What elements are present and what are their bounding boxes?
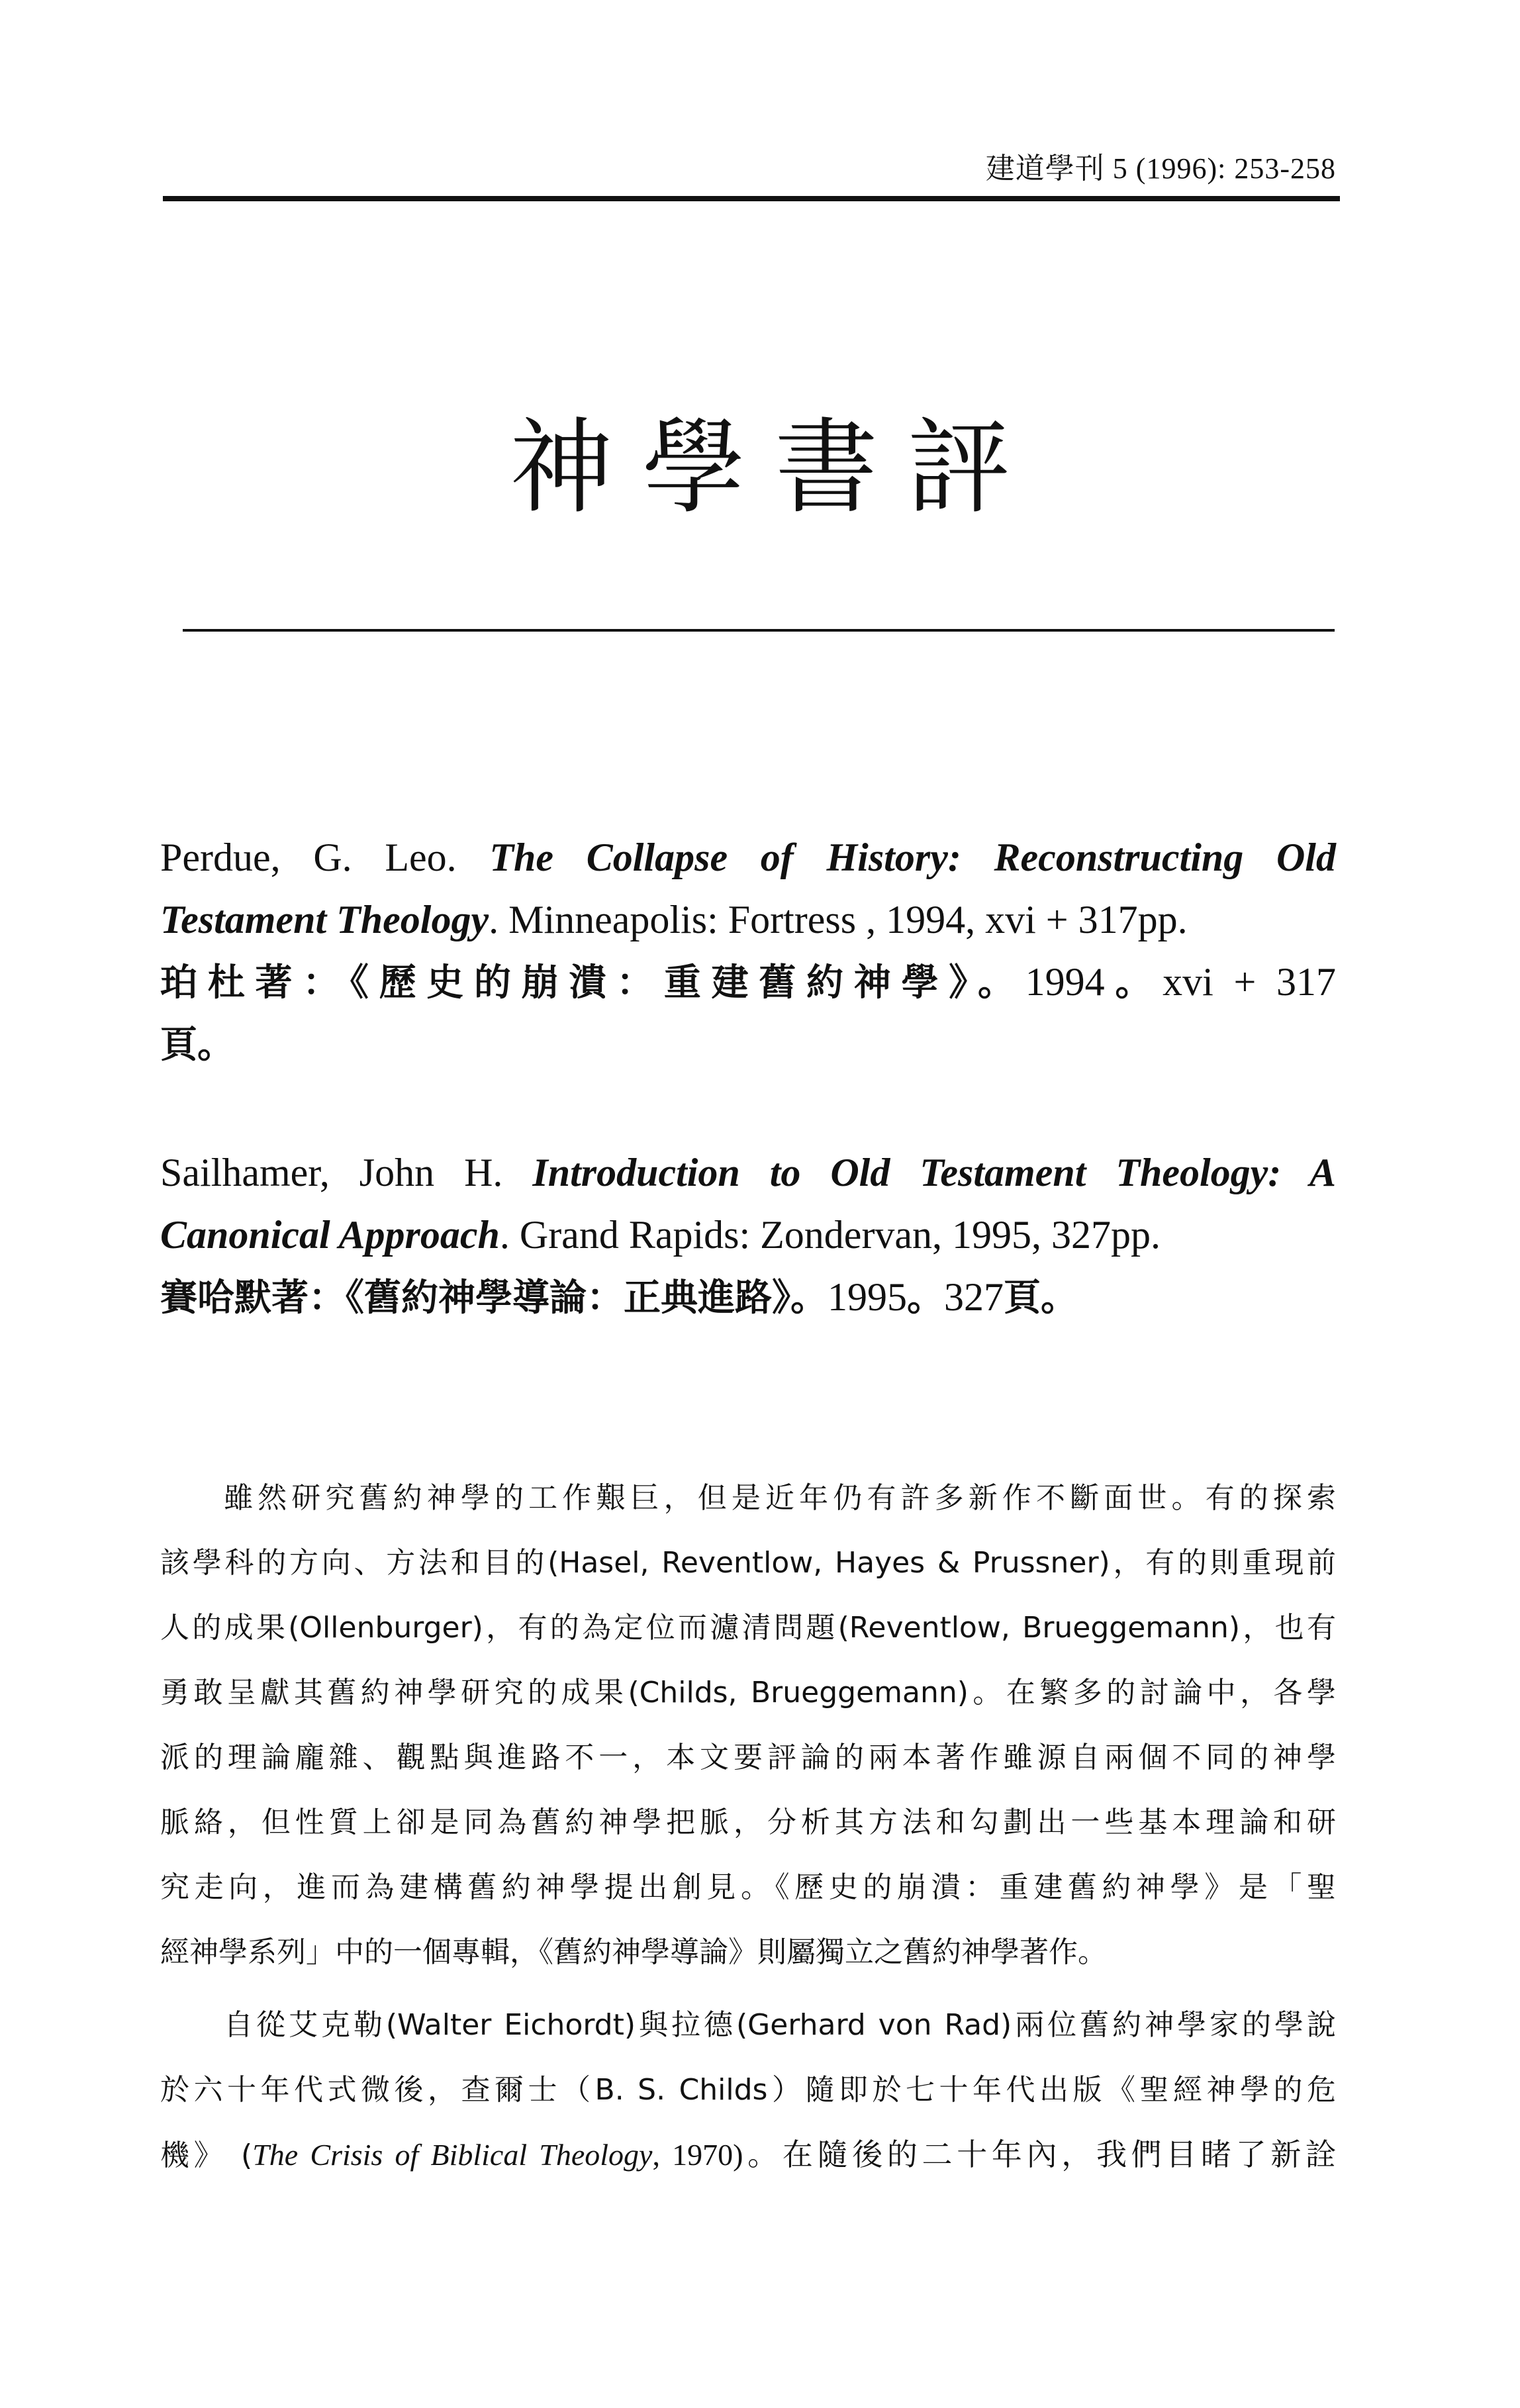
citation-book-title: Testament Theology [160, 898, 489, 941]
citation-zh-sep: 。 [1104, 961, 1163, 1004]
citation-author: Perdue, G. Leo. [160, 836, 490, 879]
paragraph-line: 脈絡，但性質上卻是同為舊約神學把脈，分析其方法和勾劃出一些基本理論和研 [160, 1806, 1336, 1839]
paragraph-line: 自從艾克勒(Walter Eichordt)與拉德(Gerhard von Rad)兩位舊約神學家的學說 [224, 2008, 1336, 2042]
citation-book-title: Introduction to Old Testament Theology: A [532, 1151, 1336, 1194]
citation-perdue [160, 826, 1336, 1077]
citation-sailhamer [160, 1141, 1336, 1329]
citation-zh-title: 賽哈默著：《舊約神學導論：正典進路》。 [160, 1276, 828, 1320]
citation-zh-end: 頁。 [1004, 1276, 1078, 1320]
paragraph-line: 雖然研究舊約神學的工作艱巨，但是近年仍有許多新作不斷面世。有的探索 [224, 1481, 1336, 1515]
title-rule [183, 629, 1335, 632]
citation-zh-line [160, 1266, 1336, 1329]
citation-en-line [160, 1141, 1336, 1204]
paragraph-line: 人的成果(Ollenburger)，有的為定位而濾清問題(Reventlow, Brueggemann)，也有 [160, 1611, 1336, 1645]
paragraph-fragment: , 1970)。在隨後的二十年內，我們目睹了新詮 [652, 2138, 1337, 2172]
citation-zh-year: 1994 [1025, 960, 1105, 1004]
body-paragraph-1 [160, 1466, 1336, 1985]
paragraph-line: 經神學系列」中的一個專輯，《舊約神學導論》則屬獨立之舊約神學著作。 [160, 1935, 1107, 1969]
citation-publication: . Grand Rapids: Zondervan, 1995, 327pp. [499, 1213, 1161, 1257]
citation-zh-sep: 。 [907, 1276, 944, 1320]
paragraph-line: 該學科的方向、方法和目的(Hasel, Reventlow, Hayes & Prussner)，有的則重現前 [160, 1546, 1336, 1580]
running-header: 建道學刊 5 (1996): 253-258 [985, 152, 1336, 185]
paragraph-fragment: 機》 [160, 2139, 228, 2172]
citation-zh-title: 珀杜著：《歷史的崩潰：重建舊約神學》。 [160, 961, 1025, 1004]
citation-zh-line: 頁。 [160, 1024, 234, 1067]
citation-book-title: Canonical Approach [160, 1213, 500, 1257]
paragraph-line: 派的理論龐雜、觀點與進路不一，本文要評論的兩本著作雖源自兩個不同的神學 [160, 1741, 1336, 1774]
citation-book-title: The Collapse of History: Reconstructing Old [489, 836, 1336, 879]
paragraph-line: 勇敢呈獻其舊約神學研究的成果(Childs, Brueggemann)。在繁多的討論中，各學 [160, 1676, 1336, 1710]
citation-en-line [160, 1204, 1336, 1266]
citation-zh-line [160, 951, 1336, 1014]
citation-zh-year: 1995 [828, 1275, 907, 1319]
paragraph-line: 究走向，進而為建構舊約神學提出創見。《歷史的崩潰：重建舊約神學》是「聖 [160, 1870, 1336, 1904]
citation-author: Sailhamer, John H. [160, 1151, 533, 1194]
italic-book-title: The Crisis of Biblical Theology [252, 2138, 653, 2172]
paragraph-line: 機》 (The Crisis of Biblical Theology, 1970)。在隨後的二十年內，我們目睹了新詮 [160, 2138, 1337, 2172]
header-rule [163, 196, 1340, 201]
citation-en-line [160, 889, 1336, 951]
section-title: 神學書評 [510, 407, 1039, 528]
citation-zh-pages: xvi + 317 [1163, 960, 1337, 1004]
citation-zh-pages: 327 [944, 1275, 1004, 1319]
paragraph-line: 於六十年代式微後，查爾士（B. S. Childs）隨即於七十年代出版《聖經神學的危 [160, 2073, 1336, 2107]
citation-en-line [160, 826, 1336, 889]
body-paragraph-2 [160, 1993, 1336, 2188]
citation-publication: . Minneapolis: Fortress , 1994, xvi + 317pp. [489, 898, 1188, 941]
